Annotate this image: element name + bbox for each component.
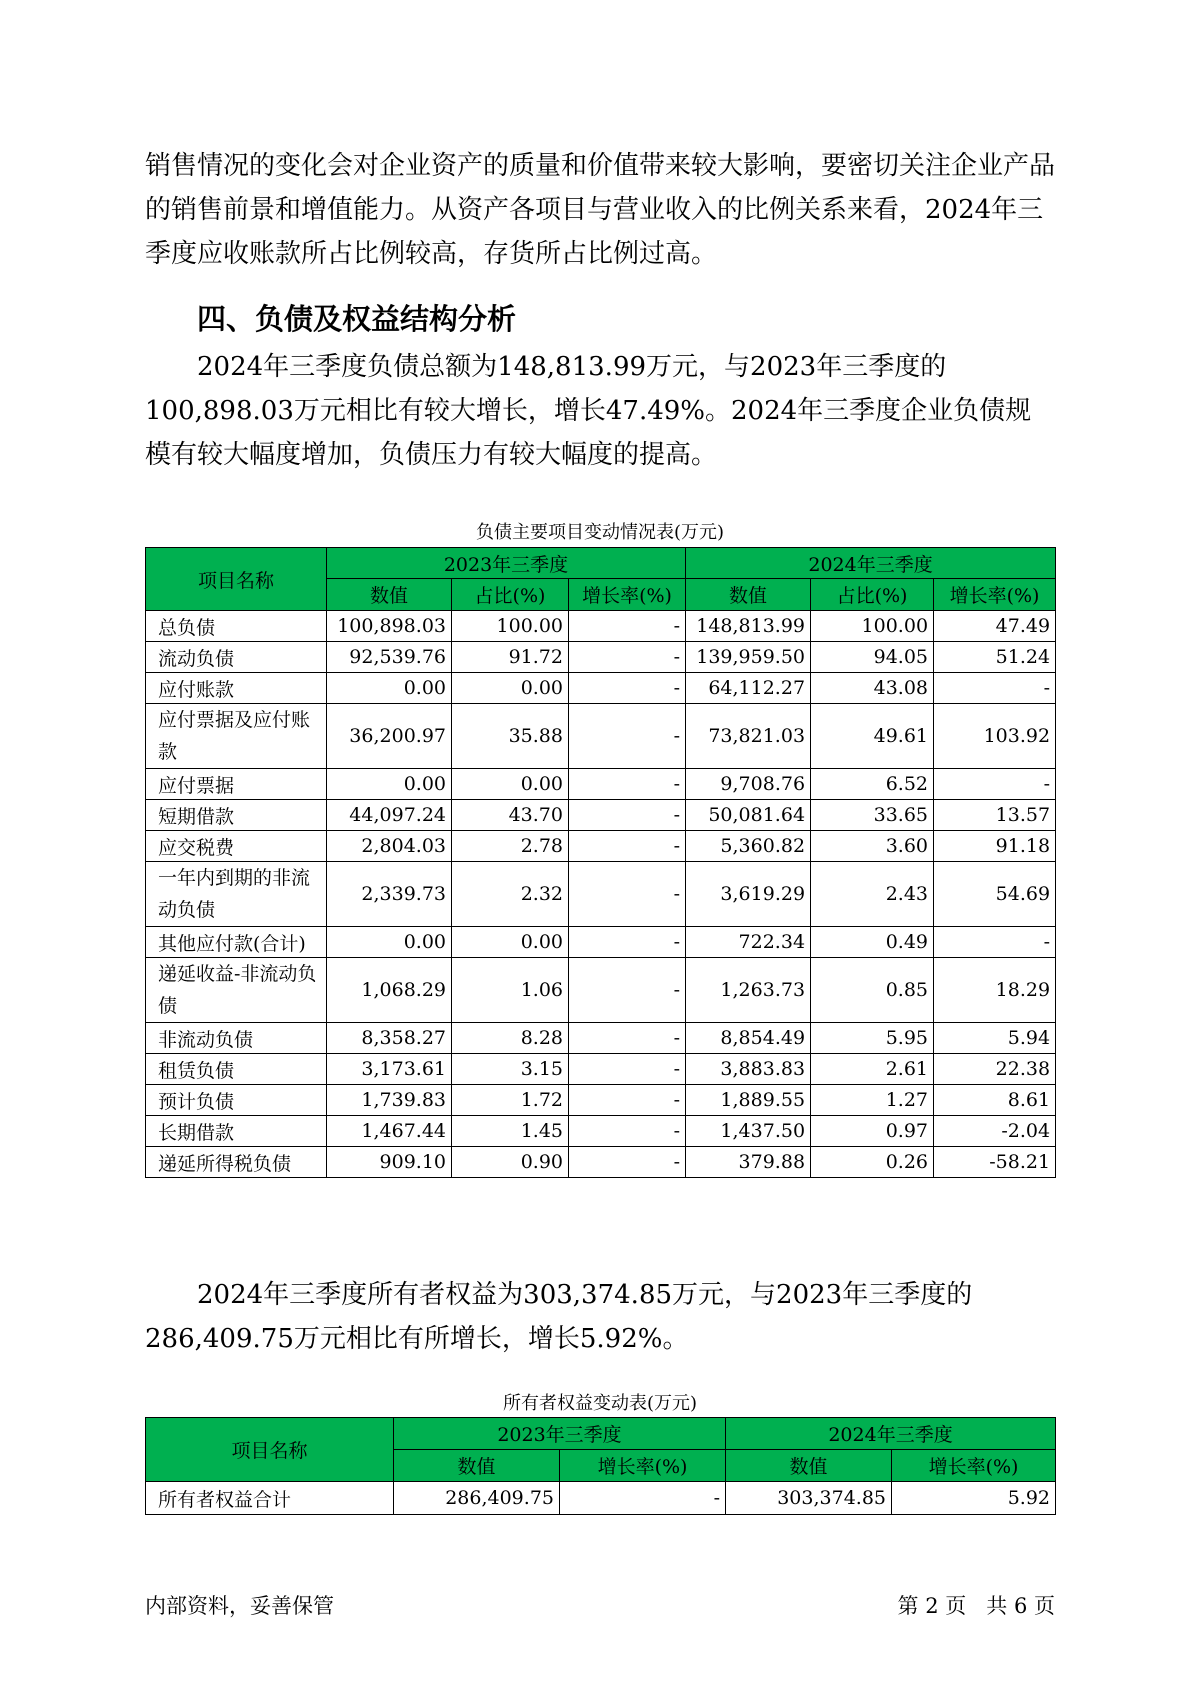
table-cell: -: [569, 642, 686, 673]
table-cell: -: [569, 927, 686, 958]
table-cell: -: [560, 1482, 726, 1515]
table-cell: -2.04: [934, 1116, 1056, 1147]
table-cell: 100.00: [452, 611, 569, 642]
table-cell: -: [569, 1023, 686, 1054]
table-cell: -: [569, 831, 686, 862]
value-header: 数值: [726, 1450, 892, 1482]
table-cell: 100,898.03: [327, 611, 452, 642]
table-cell: 2.61: [811, 1054, 934, 1085]
item-name-header: 项目名称: [146, 1418, 394, 1482]
period-2024-header: 2024年三季度: [726, 1418, 1056, 1450]
ratio-header: 占比(%): [452, 579, 569, 611]
table-cell: -: [569, 704, 686, 769]
table-cell: 33.65: [811, 800, 934, 831]
liability-table-caption: 负债主要项目变动情况表(万元): [475, 522, 725, 543]
table-cell: 5.94: [934, 1023, 1056, 1054]
table-cell: 103.92: [934, 704, 1056, 769]
table-cell: 722.34: [686, 927, 811, 958]
table-cell: 2.78: [452, 831, 569, 862]
table-cell: 5.92: [892, 1482, 1056, 1515]
table-row: [146, 927, 1056, 958]
table-cell: -: [569, 958, 686, 1023]
table-cell: 51.24: [934, 642, 1056, 673]
table-cell: 1,889.55: [686, 1085, 811, 1116]
table-cell: 2.43: [811, 862, 934, 927]
row-label: 所有者权益合计: [146, 1482, 394, 1515]
period-2023-header: 2023年三季度: [327, 548, 686, 579]
table-cell: 50,081.64: [686, 800, 811, 831]
table-cell: 3.15: [452, 1054, 569, 1085]
table-cell: 1.06: [452, 958, 569, 1023]
page-number: 第 2 页 共 6 页: [897, 1594, 1055, 1618]
table-row: [146, 611, 1056, 642]
table-cell: 35.88: [452, 704, 569, 769]
value-header: 数值: [327, 579, 452, 611]
growth-header: 增长率(%): [934, 579, 1056, 611]
table-cell: 0.00: [452, 673, 569, 704]
table-cell: 47.49: [934, 611, 1056, 642]
row-label: 预计负债: [146, 1085, 327, 1116]
table-row: [146, 642, 1056, 673]
table-cell: -: [569, 769, 686, 800]
table-cell: 1,467.44: [327, 1116, 452, 1147]
table-cell: 3,619.29: [686, 862, 811, 927]
table-cell: 0.00: [327, 769, 452, 800]
table-cell: 43.70: [452, 800, 569, 831]
row-label: 总负债: [146, 611, 327, 642]
table-cell: 0.26: [811, 1147, 934, 1178]
table-cell: -: [569, 1147, 686, 1178]
row-label: 流动负债: [146, 642, 327, 673]
table-cell: 1.27: [811, 1085, 934, 1116]
growth-header: 增长率(%): [560, 1450, 726, 1482]
table-cell: -: [569, 673, 686, 704]
table-cell: -: [934, 673, 1056, 704]
row-label: 应交税费: [146, 831, 327, 862]
table-cell: 1,437.50: [686, 1116, 811, 1147]
table-cell: 3,173.61: [327, 1054, 452, 1085]
table-cell: 92,539.76: [327, 642, 452, 673]
row-label: 非流动负债: [146, 1023, 327, 1054]
table-cell: 1,068.29: [327, 958, 452, 1023]
table-cell: -: [569, 1116, 686, 1147]
table-cell: 8.61: [934, 1085, 1056, 1116]
table-cell: -: [569, 1085, 686, 1116]
table-cell: -: [934, 927, 1056, 958]
table-cell: 286,409.75: [394, 1482, 560, 1515]
table-row: [146, 958, 1056, 1023]
table-cell: 5,360.82: [686, 831, 811, 862]
row-label: 一年内到期的非流动负债: [146, 862, 327, 927]
table-cell: 139,959.50: [686, 642, 811, 673]
table-cell: -: [569, 800, 686, 831]
footer-note: 内部资料，妥善保管: [145, 1594, 334, 1618]
table-row: [146, 1054, 1056, 1085]
intro-paragraph: 销售情况的变化会对企业资产的质量和价值带来较大影响，要密切关注企业产品的销售前景和增值能力。从资产各项目与营业收入的比例关系来看，2024年三季度应收账款所占比例较高，存货所占比例过高。: [145, 151, 1056, 269]
row-label: 递延所得税负债: [146, 1147, 327, 1178]
row-label: 短期借款: [146, 800, 327, 831]
row-label: 应付票据及应付账款: [146, 704, 327, 769]
table-cell: 73,821.03: [686, 704, 811, 769]
table-cell: 49.61: [811, 704, 934, 769]
table-row: [146, 831, 1056, 862]
table-cell: -: [569, 611, 686, 642]
table-cell: 1.72: [452, 1085, 569, 1116]
liability-table: [145, 547, 1056, 1178]
table-cell: 64,112.27: [686, 673, 811, 704]
table-cell: 100.00: [811, 611, 934, 642]
row-label: 长期借款: [146, 1116, 327, 1147]
table-cell: 303,374.85: [726, 1482, 892, 1515]
table-cell: 8.28: [452, 1023, 569, 1054]
table-cell: 3.60: [811, 831, 934, 862]
table-cell: 148,813.99: [686, 611, 811, 642]
table-cell: 0.85: [811, 958, 934, 1023]
table-cell: 8,854.49: [686, 1023, 811, 1054]
table-row: [146, 769, 1056, 800]
table-cell: 8,358.27: [327, 1023, 452, 1054]
table-cell: 13.57: [934, 800, 1056, 831]
table-cell: 44,097.24: [327, 800, 452, 831]
table-cell: 22.38: [934, 1054, 1056, 1085]
period-2023-header: 2023年三季度: [394, 1418, 726, 1450]
table-cell: 0.00: [327, 673, 452, 704]
table-cell: 1,263.73: [686, 958, 811, 1023]
table-cell: 36,200.97: [327, 704, 452, 769]
table-cell: -: [569, 862, 686, 927]
table-row: [146, 1147, 1056, 1178]
row-label: 应付账款: [146, 673, 327, 704]
table-row: [146, 673, 1056, 704]
table-cell: 43.08: [811, 673, 934, 704]
table-row: [146, 1023, 1056, 1054]
table-cell: 1.45: [452, 1116, 569, 1147]
table-cell: 0.00: [452, 769, 569, 800]
ratio-header: 占比(%): [811, 579, 934, 611]
item-name-header: 项目名称: [146, 548, 327, 611]
section-heading: 四、负债及权益结构分析: [197, 302, 517, 336]
equity-paragraph: 2024年三季度所有者权益为303,374.85万元，与2023年三季度的286,409.75万元相比有所增长，增长5.92%。: [145, 1280, 973, 1354]
table-cell: 0.00: [327, 927, 452, 958]
table-cell: -: [934, 769, 1056, 800]
table-cell: 0.49: [811, 927, 934, 958]
table-cell: 2,339.73: [327, 862, 452, 927]
table-cell: 379.88: [686, 1147, 811, 1178]
table-cell: -: [569, 1054, 686, 1085]
table-cell: 0.97: [811, 1116, 934, 1147]
table-row: [146, 800, 1056, 831]
table-cell: 909.10: [327, 1147, 452, 1178]
period-2024-header: 2024年三季度: [686, 548, 1056, 579]
growth-header: 增长率(%): [892, 1450, 1056, 1482]
table-row: [146, 862, 1056, 927]
table-cell: 18.29: [934, 958, 1056, 1023]
table-cell: 91.72: [452, 642, 569, 673]
table-cell: 2.32: [452, 862, 569, 927]
table-cell: 5.95: [811, 1023, 934, 1054]
table-row: [146, 704, 1056, 769]
equity-table: [145, 1417, 1056, 1515]
value-header: 数值: [394, 1450, 560, 1482]
table-cell: 0.00: [452, 927, 569, 958]
table-cell: 2,804.03: [327, 831, 452, 862]
table-cell: 9,708.76: [686, 769, 811, 800]
table-row: [146, 1482, 1056, 1515]
table-cell: 3,883.83: [686, 1054, 811, 1085]
row-label: 递延收益-非流动负债: [146, 958, 327, 1023]
row-label: 租赁负债: [146, 1054, 327, 1085]
table-cell: 94.05: [811, 642, 934, 673]
growth-header: 增长率(%): [569, 579, 686, 611]
table-row: [146, 1085, 1056, 1116]
liability-paragraph: 2024年三季度负债总额为148,813.99万元，与2023年三季度的100,898.03万元相比有较大增长，增长47.49%。2024年三季度企业负债规模有较大幅度增加，负债压力有较大幅度的提高。: [145, 352, 1032, 470]
row-label: 其他应付款(合计): [146, 927, 327, 958]
row-label: 应付票据: [146, 769, 327, 800]
table-row: [146, 1116, 1056, 1147]
table-cell: 0.90: [452, 1147, 569, 1178]
table-cell: 6.52: [811, 769, 934, 800]
table-cell: 1,739.83: [327, 1085, 452, 1116]
table-cell: 54.69: [934, 862, 1056, 927]
table-cell: -58.21: [934, 1147, 1056, 1178]
equity-table-caption: 所有者权益变动表(万元): [502, 1393, 698, 1414]
value-header: 数值: [686, 579, 811, 611]
table-cell: 91.18: [934, 831, 1056, 862]
